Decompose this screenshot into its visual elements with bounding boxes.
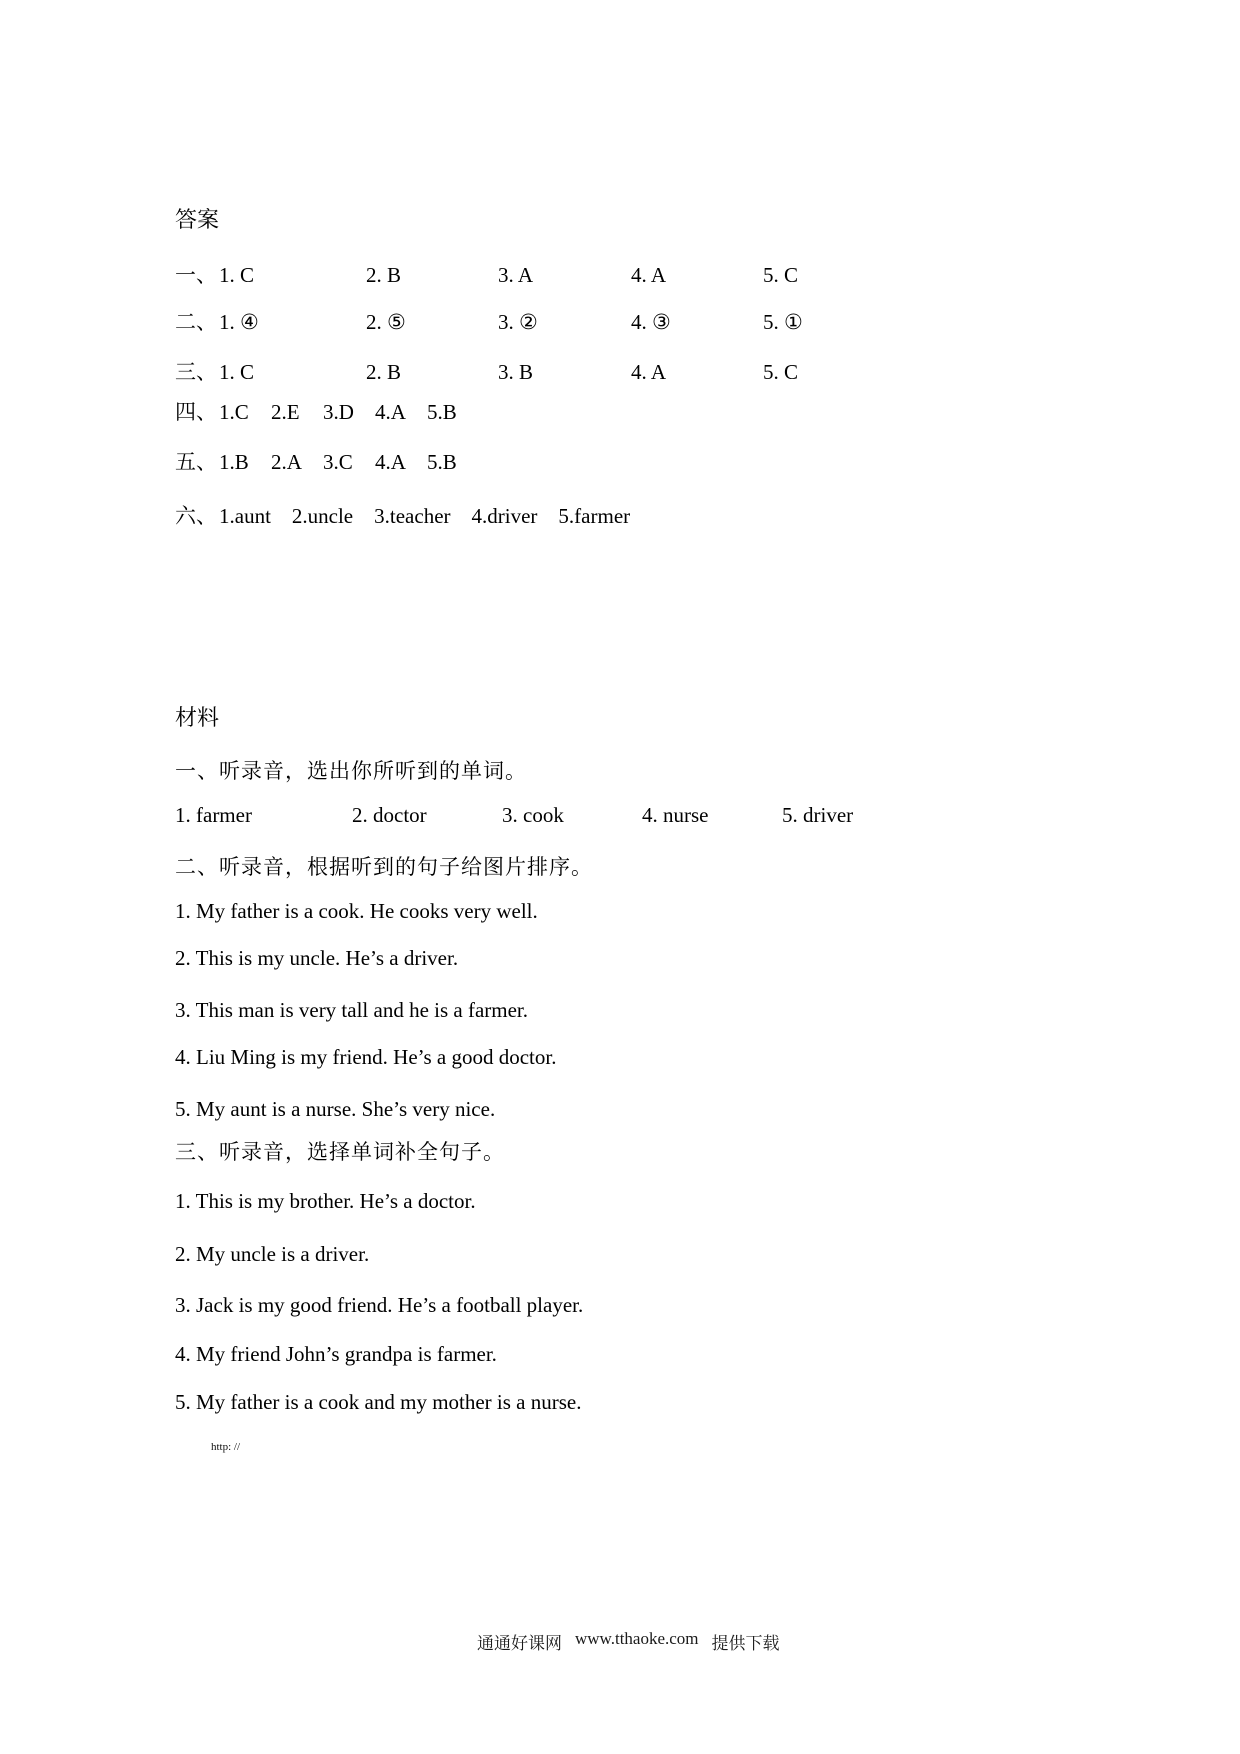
answer-item: 3.C [323,450,353,474]
option-item: 5. driver [782,803,854,827]
answer-item: 5.B [427,450,457,474]
answer-item: 4. A [631,263,667,287]
answer-item: 4. ③ [631,310,671,334]
answer-item: 2.E [271,400,300,424]
answer-item: 5. C [763,263,799,287]
answer-row-label: 四、 [175,400,217,424]
answer-item: 4.A [375,450,406,474]
answer-item: 1. C [219,263,255,287]
option-item: 4. nurse [642,803,709,827]
materials-title: 材料 [175,705,220,730]
answer-item: 3.D [323,400,354,424]
answer-row-label: 五、 [175,450,217,474]
option-item: 2. doctor [352,803,427,827]
material-sentence: 5. My father is a cook and my mother is a nurse. [175,1390,582,1414]
answer-row-6 [175,500,651,530]
answer-item: 2.A [271,450,302,474]
material-section1-heading: 一、听录音，选出你所听到的单词。 [175,759,527,783]
option-item: 1. farmer [175,803,252,827]
material-sentence: 4. Liu Ming is my friend. He’s a good doctor. [175,1045,557,1069]
answer-item: 4.A [375,400,406,424]
answer-row-label: 一、 [175,263,217,287]
material-sentence: 2. This is my uncle. He’s a driver. [175,946,459,970]
material-sentence: 3. This man is very tall and he is a farmer. [175,998,529,1022]
url-fragment-text: http: // [211,1441,241,1453]
option-item: 3. cook [502,803,564,827]
material-section2-heading: 二、听录音，根据听到的句子给图片排序。 [175,855,593,879]
answer-row-2 [175,306,803,336]
answer-item: 4. A [631,360,667,384]
answer-row-5 [175,446,479,476]
answer-item: 5. ① [763,310,803,334]
answer-item: 5. C [763,360,799,384]
answer-row-label: 六、 [175,504,217,528]
material-sentence: 2. My uncle is a driver. [175,1242,370,1266]
answer-item: 3.teacher [374,504,451,528]
material-section1-options [175,803,853,828]
answer-item: 2.uncle [291,504,354,528]
material-sentence: 1. My father is a cook. He cooks very well. [175,899,538,923]
answer-item: 3. A [498,263,534,287]
answer-item: 5.farmer [558,504,631,528]
answer-row-3 [175,356,798,386]
material-sentence: 4. My friend John’s grandpa is farmer. [175,1342,497,1366]
material-sentence: 3. Jack is my good friend. He’s a football player. [175,1293,584,1317]
answer-row-label: 二、 [175,310,217,334]
material-sentence: 5. My aunt is a nurse. She’s very nice. [175,1097,496,1121]
answer-row-4 [175,396,479,426]
answer-item: 3. ② [498,310,538,334]
answer-item: 5.B [427,400,457,424]
answer-item: 2. ⑤ [366,310,406,334]
answer-item: 1. C [219,360,255,384]
answer-item: 1.C [219,400,249,424]
answer-item: 4.driver [471,504,538,528]
answer-item: 3. B [498,360,534,384]
footer-url: www.tthaoke.com [575,1629,699,1648]
answers-title: 答案 [175,207,220,232]
page-footer [477,1629,780,1654]
answer-item: 2. B [366,263,402,287]
answer-item: 1. ④ [219,310,259,334]
material-section3-heading: 三、听录音，选择单词补全句子。 [175,1140,505,1164]
answer-row-label: 三、 [175,360,217,384]
material-sentence: 1. This is my brother. He’s a doctor. [175,1189,476,1213]
answer-item: 2. B [366,360,402,384]
answer-item: 1.aunt [219,504,271,528]
footer-download-suffix: 提供下载 [711,1634,780,1653]
answer-item: 1.B [219,450,249,474]
footer-site-name: 通通好课网 [477,1634,562,1653]
answer-row-1 [175,259,798,289]
